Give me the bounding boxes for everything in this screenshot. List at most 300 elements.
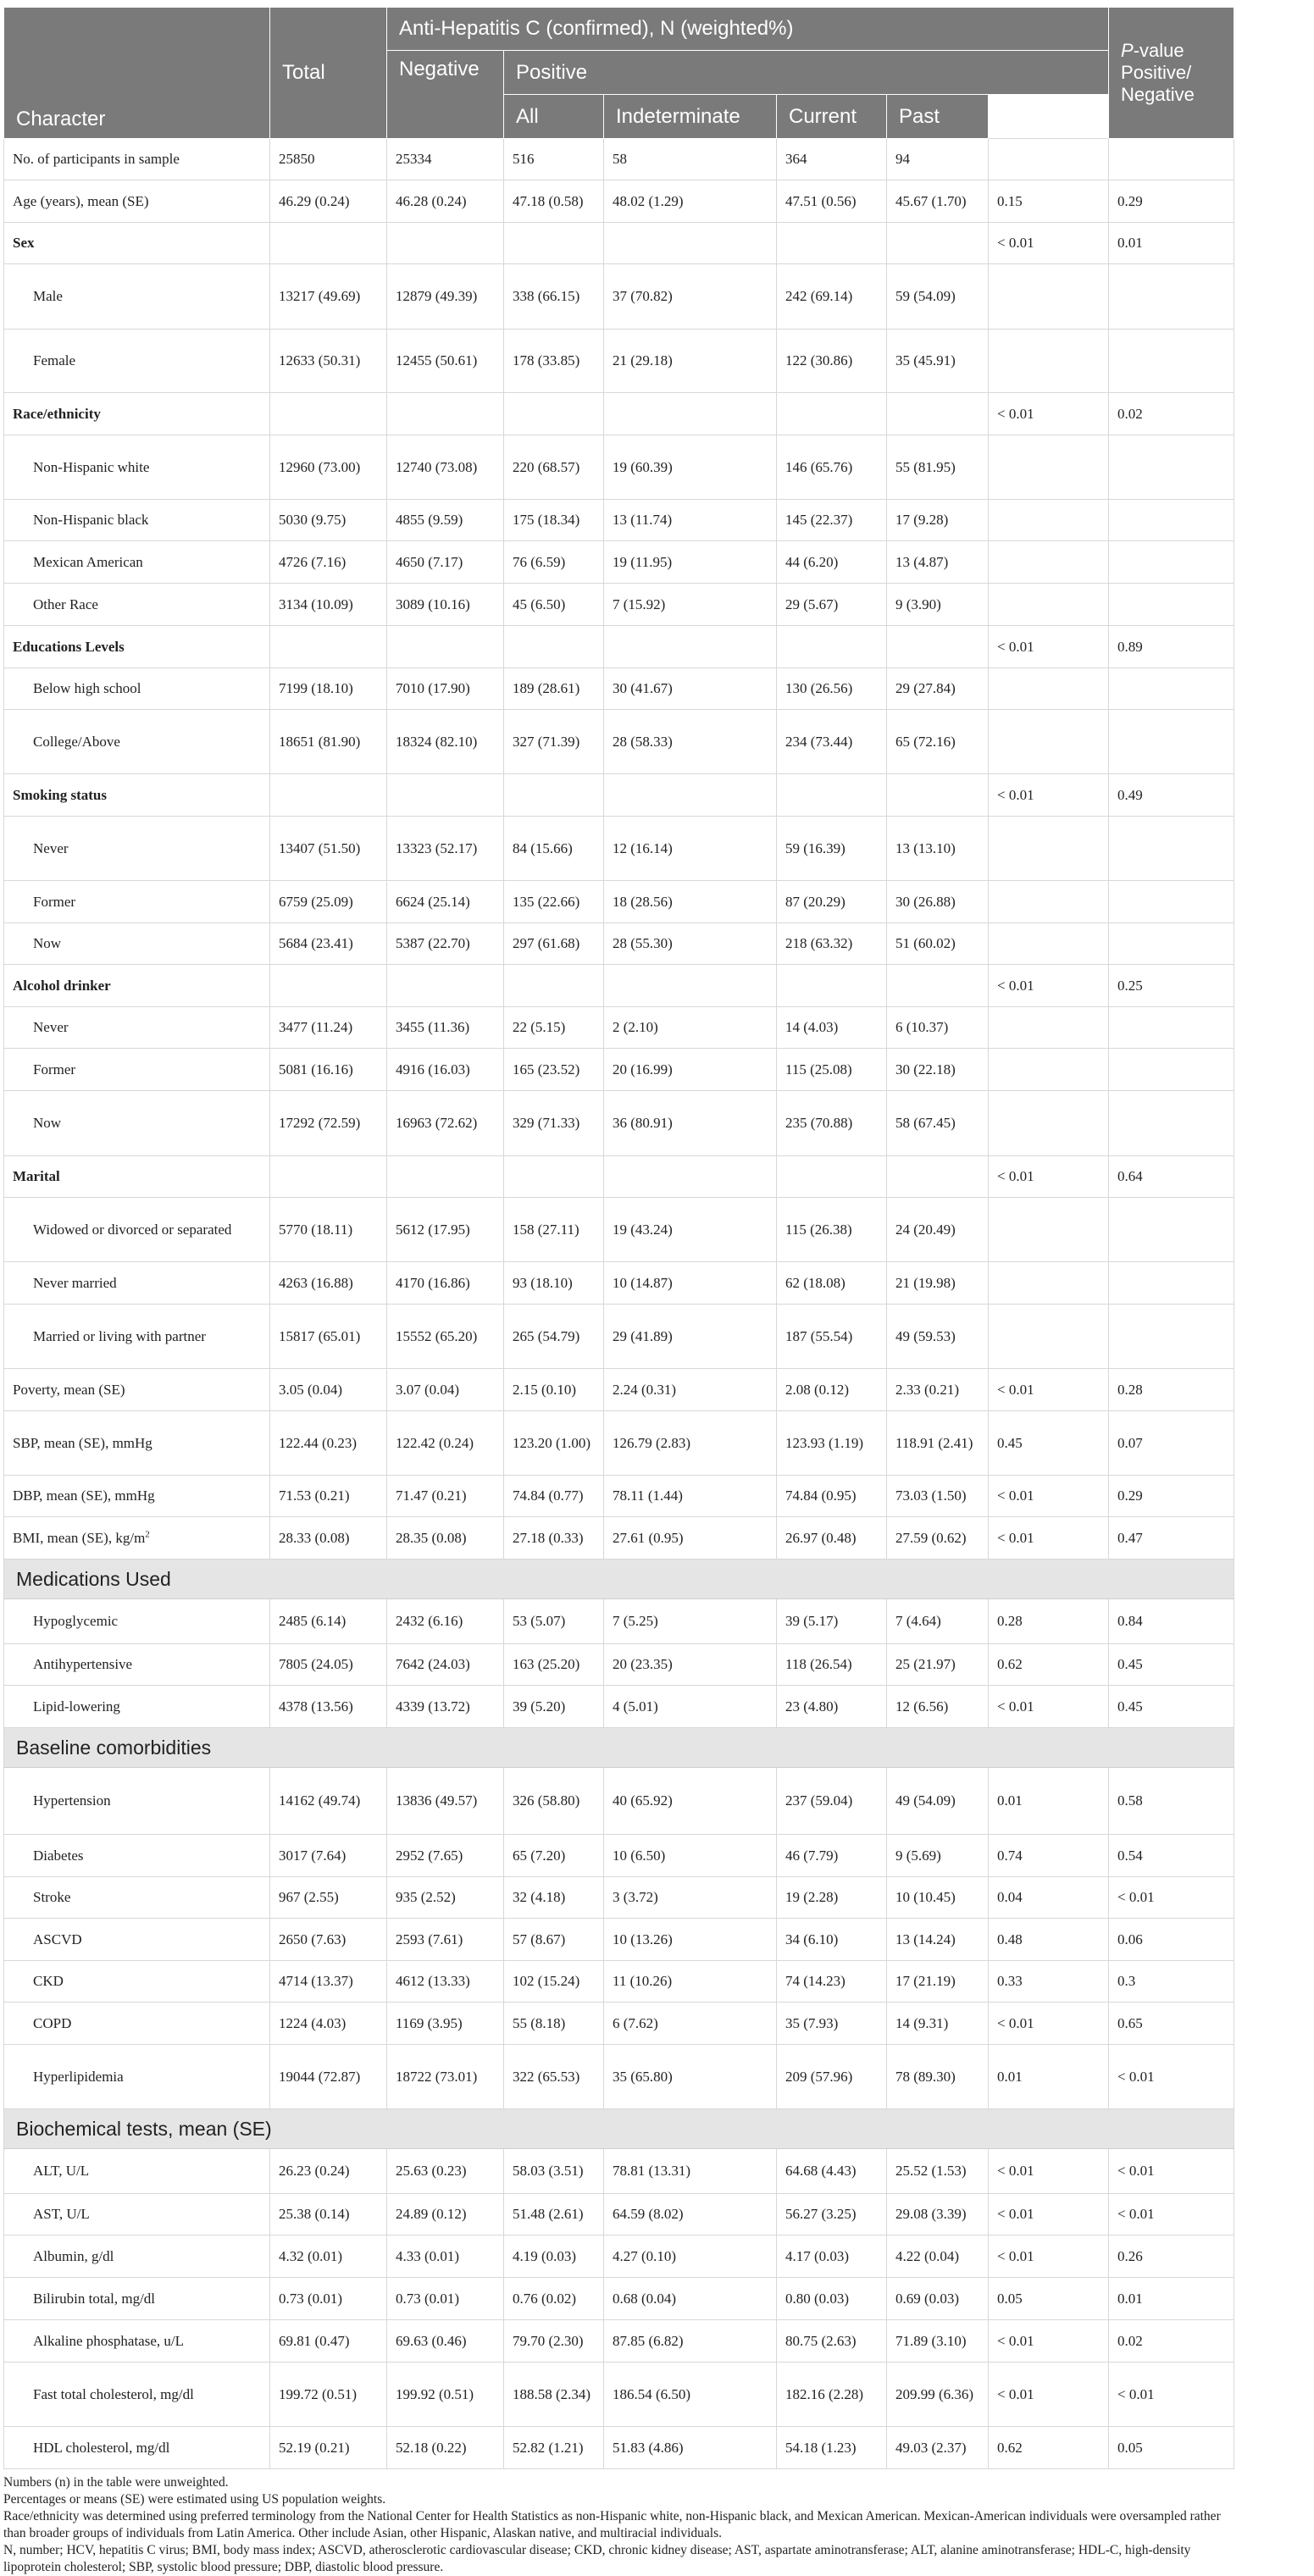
category-row: [4, 1156, 1234, 1198]
cell-negative: 2593 (7.61): [387, 1919, 504, 1961]
cell-past: 17 (21.19): [887, 1961, 989, 2003]
cell-negative: [387, 626, 504, 668]
cell-pvalue-current-past: < 0.01: [1109, 2194, 1234, 2235]
baseline-characteristics-table: [3, 7, 1314, 2469]
cell-current: [777, 1156, 887, 1198]
cell-past: 30 (26.88): [887, 881, 989, 923]
cell-indeterminate: [604, 965, 777, 1007]
cell-indeterminate: 58: [604, 139, 777, 180]
table-row: [4, 541, 1234, 584]
cell-negative: 24.89 (0.12): [387, 2194, 504, 2235]
cell-past: 49 (54.09): [887, 1768, 989, 1835]
cell-pvalue-positive-negative: < 0.01: [989, 2194, 1109, 2235]
cell-pvalue-positive-negative: < 0.01: [989, 2149, 1109, 2194]
cell-pvalue-positive-negative: 0.01: [989, 2045, 1109, 2109]
cell-past: [887, 774, 989, 817]
cell-negative: 25334: [387, 139, 504, 180]
cell-total: 26.23 (0.24): [270, 2149, 387, 2194]
row-label: Fast total cholesterol, mg/dl: [4, 2363, 270, 2427]
cell-current: 130 (26.56): [777, 668, 887, 710]
cell-indeterminate: 37 (70.82): [604, 264, 777, 330]
cell-pvalue-current-past: 0.58: [1109, 1768, 1234, 1835]
cell-pvalue-current-past: [1109, 923, 1234, 965]
cell-past: 25.52 (1.53): [887, 2149, 989, 2194]
cell-positive-all: 32 (4.18): [504, 1877, 604, 1919]
cell-positive-all: 58.03 (3.51): [504, 2149, 604, 2194]
header-negative: Negative: [387, 51, 504, 139]
cell-pvalue-positive-negative: < 0.01: [989, 1156, 1109, 1198]
cell-pvalue-current-past: [1109, 1305, 1234, 1369]
row-label: Educations Levels: [4, 626, 270, 668]
cell-current: [777, 965, 887, 1007]
cell-indeterminate: 78.11 (1.44): [604, 1476, 777, 1517]
cell-pvalue-current-past: 0.07: [1109, 1411, 1234, 1476]
cell-pvalue-positive-negative: [989, 923, 1109, 965]
cell-pvalue-current-past: 0.28: [1109, 1369, 1234, 1411]
cell-current: 187 (55.54): [777, 1305, 887, 1369]
cell-positive-all: 47.18 (0.58): [504, 180, 604, 223]
cell-current: 182.16 (2.28): [777, 2363, 887, 2427]
cell-pvalue-positive-negative: [989, 1305, 1109, 1369]
cell-pvalue-positive-negative: 0.05: [989, 2278, 1109, 2320]
row-label: Mexican American: [4, 541, 270, 584]
row-label: Former: [4, 881, 270, 923]
cell-pvalue-current-past: 0.06: [1109, 1919, 1234, 1961]
cell-pvalue-current-past: [1109, 881, 1234, 923]
row-label: Male: [4, 264, 270, 330]
cell-past: 65 (72.16): [887, 710, 989, 774]
cell-negative: 2432 (6.16): [387, 1599, 504, 1644]
table-row: [4, 2235, 1234, 2278]
cell-pvalue-positive-negative: [989, 1198, 1109, 1262]
cell-current: [777, 626, 887, 668]
cell-total: 4263 (16.88): [270, 1262, 387, 1305]
cell-positive-all: 175 (18.34): [504, 500, 604, 541]
cell-pvalue-positive-negative: [989, 541, 1109, 584]
cell-total: [270, 965, 387, 1007]
cell-current: 14 (4.03): [777, 1007, 887, 1049]
table-footnotes: [3, 2474, 1234, 2576]
cell-positive-all: 74.84 (0.77): [504, 1476, 604, 1517]
table-row: [4, 139, 1234, 180]
cell-past: 6 (10.37): [887, 1007, 989, 1049]
cell-negative: 69.63 (0.46): [387, 2320, 504, 2363]
cell-pvalue-positive-negative: [989, 584, 1109, 626]
table-row: [4, 881, 1234, 923]
cell-total: 6759 (25.09): [270, 881, 387, 923]
cell-past: 45.67 (1.70): [887, 180, 989, 223]
cell-negative: 12740 (73.08): [387, 435, 504, 500]
table-row: [4, 1877, 1234, 1919]
cell-past: 27.59 (0.62): [887, 1517, 989, 1559]
cell-pvalue-positive-negative: < 0.01: [989, 223, 1109, 264]
cell-total: [270, 626, 387, 668]
cell-pvalue-current-past: [1109, 541, 1234, 584]
cell-pvalue-positive-negative: [989, 1091, 1109, 1156]
cell-negative: 4650 (7.17): [387, 541, 504, 584]
cell-total: 967 (2.55): [270, 1877, 387, 1919]
cell-total: 7199 (18.10): [270, 668, 387, 710]
cell-indeterminate: 12 (16.14): [604, 817, 777, 881]
row-label: Race/ethnicity: [4, 393, 270, 435]
cell-total: 12960 (73.00): [270, 435, 387, 500]
cell-negative: 3.07 (0.04): [387, 1369, 504, 1411]
cell-positive-all: [504, 223, 604, 264]
cell-current: 364: [777, 139, 887, 180]
cell-current: 23 (4.80): [777, 1686, 887, 1728]
cell-negative: [387, 965, 504, 1007]
cell-indeterminate: 7 (15.92): [604, 584, 777, 626]
cell-indeterminate: 48.02 (1.29): [604, 180, 777, 223]
cell-current: 19 (2.28): [777, 1877, 887, 1919]
cell-negative: 5612 (17.95): [387, 1198, 504, 1262]
cell-total: 18651 (81.90): [270, 710, 387, 774]
cell-indeterminate: 10 (13.26): [604, 1919, 777, 1961]
cell-positive-all: 22 (5.15): [504, 1007, 604, 1049]
cell-total: 25.38 (0.14): [270, 2194, 387, 2235]
cell-pvalue-current-past: [1109, 1007, 1234, 1049]
cell-indeterminate: 18 (28.56): [604, 881, 777, 923]
cell-pvalue-positive-negative: 0.74: [989, 1835, 1109, 1877]
table-row: [4, 1919, 1234, 1961]
header-past: Past: [887, 95, 989, 139]
cell-current: 46 (7.79): [777, 1835, 887, 1877]
cell-total: 4.32 (0.01): [270, 2235, 387, 2278]
cell-total: 5770 (18.11): [270, 1198, 387, 1262]
cell-pvalue-positive-negative: [989, 330, 1109, 393]
cell-positive-all: [504, 965, 604, 1007]
cell-positive-all: 165 (23.52): [504, 1049, 604, 1091]
cell-pvalue-positive-negative: [989, 139, 1109, 180]
cell-positive-all: 220 (68.57): [504, 435, 604, 500]
cell-negative: 18324 (82.10): [387, 710, 504, 774]
cell-pvalue-current-past: 0.89: [1109, 626, 1234, 668]
cell-positive-all: 135 (22.66): [504, 881, 604, 923]
cell-negative: 18722 (73.01): [387, 2045, 504, 2109]
header-pvalue-positive-negative: P-value Positive/ Negative: [1109, 8, 1234, 139]
row-label: Non-Hispanic white: [4, 435, 270, 500]
cell-current: [777, 774, 887, 817]
table-row: [4, 2003, 1234, 2045]
header-indeterminate: Indeterminate: [604, 95, 777, 139]
cell-negative: 935 (2.52): [387, 1877, 504, 1919]
cell-negative: 71.47 (0.21): [387, 1476, 504, 1517]
row-label: CKD: [4, 1961, 270, 2003]
cell-total: 2485 (6.14): [270, 1599, 387, 1644]
cell-total: 25850: [270, 139, 387, 180]
header-positive: Positive: [504, 51, 1109, 95]
cell-negative: 6624 (25.14): [387, 881, 504, 923]
cell-negative: [387, 393, 504, 435]
row-label: Hyperlipidemia: [4, 2045, 270, 2109]
cell-current: 4.17 (0.03): [777, 2235, 887, 2278]
cell-positive-all: 57 (8.67): [504, 1919, 604, 1961]
cell-total: 28.33 (0.08): [270, 1517, 387, 1559]
cell-pvalue-current-past: 0.29: [1109, 180, 1234, 223]
table-row: [4, 1007, 1234, 1049]
cell-past: 25 (21.97): [887, 1644, 989, 1686]
cell-pvalue-current-past: [1109, 435, 1234, 500]
cell-negative: 4855 (9.59): [387, 500, 504, 541]
cell-total: 15817 (65.01): [270, 1305, 387, 1369]
cell-total: 199.72 (0.51): [270, 2363, 387, 2427]
cell-current: 29 (5.67): [777, 584, 887, 626]
category-row: [4, 393, 1234, 435]
cell-total: 0.73 (0.01): [270, 2278, 387, 2320]
cell-indeterminate: 20 (23.35): [604, 1644, 777, 1686]
cell-pvalue-current-past: 0.29: [1109, 1476, 1234, 1517]
cell-indeterminate: 28 (55.30): [604, 923, 777, 965]
cell-pvalue-current-past: 0.45: [1109, 1644, 1234, 1686]
cell-current: 44 (6.20): [777, 541, 887, 584]
cell-current: 146 (65.76): [777, 435, 887, 500]
cell-pvalue-current-past: < 0.01: [1109, 2045, 1234, 2109]
table-row: [4, 1411, 1234, 1476]
cell-pvalue-positive-negative: 0.45: [989, 1411, 1109, 1476]
cell-pvalue-positive-negative: < 0.01: [989, 1369, 1109, 1411]
table-row: [4, 2320, 1234, 2363]
cell-past: 29.08 (3.39): [887, 2194, 989, 2235]
cell-indeterminate: 87.85 (6.82): [604, 2320, 777, 2363]
cell-current: 118 (26.54): [777, 1644, 887, 1686]
cell-negative: 13836 (49.57): [387, 1768, 504, 1835]
table-row: [4, 668, 1234, 710]
cell-total: 5081 (16.16): [270, 1049, 387, 1091]
row-label: Former: [4, 1049, 270, 1091]
table-row: [4, 264, 1234, 330]
cell-pvalue-current-past: 0.26: [1109, 2235, 1234, 2278]
cell-positive-all: 55 (8.18): [504, 2003, 604, 2045]
cell-current: 64.68 (4.43): [777, 2149, 887, 2194]
cell-total: 5684 (23.41): [270, 923, 387, 965]
row-label: Never: [4, 817, 270, 881]
cell-total: [270, 393, 387, 435]
cell-pvalue-current-past: [1109, 1198, 1234, 1262]
cell-current: 74.84 (0.95): [777, 1476, 887, 1517]
cell-indeterminate: 19 (11.95): [604, 541, 777, 584]
table-row: [4, 1369, 1234, 1411]
cell-indeterminate: 10 (6.50): [604, 1835, 777, 1877]
cell-pvalue-positive-negative: 0.15: [989, 180, 1109, 223]
cell-positive-all: 326 (58.80): [504, 1768, 604, 1835]
cell-negative: 4339 (13.72): [387, 1686, 504, 1728]
row-label: Now: [4, 923, 270, 965]
cell-negative: 4916 (16.03): [387, 1049, 504, 1091]
cell-pvalue-current-past: < 0.01: [1109, 2149, 1234, 2194]
cell-past: 49 (59.53): [887, 1305, 989, 1369]
cell-current: 56.27 (3.25): [777, 2194, 887, 2235]
table-row: [4, 1305, 1234, 1369]
cell-past: [887, 1156, 989, 1198]
table-row: [4, 2363, 1234, 2427]
cell-pvalue-current-past: [1109, 264, 1234, 330]
cell-pvalue-positive-negative: [989, 264, 1109, 330]
cell-negative: 199.92 (0.51): [387, 2363, 504, 2427]
cell-pvalue-current-past: [1109, 584, 1234, 626]
cell-total: 46.29 (0.24): [270, 180, 387, 223]
row-label: Alkaline phosphatase, u/L: [4, 2320, 270, 2363]
category-row: [4, 965, 1234, 1007]
cell-past: [887, 393, 989, 435]
cell-pvalue-positive-negative: < 0.01: [989, 393, 1109, 435]
cell-pvalue-current-past: 0.01: [1109, 223, 1234, 264]
cell-current: 123.93 (1.19): [777, 1411, 887, 1476]
cell-pvalue-positive-negative: 0.01: [989, 1768, 1109, 1835]
table-row: [4, 584, 1234, 626]
row-label: Hypertension: [4, 1768, 270, 1835]
category-row: [4, 626, 1234, 668]
row-label: Hypoglycemic: [4, 1599, 270, 1644]
section-title: Medications Used: [4, 1559, 1234, 1599]
cell-indeterminate: 35 (65.80): [604, 2045, 777, 2109]
cell-pvalue-positive-negative: < 0.01: [989, 2003, 1109, 2045]
cell-pvalue-current-past: 0.45: [1109, 1686, 1234, 1728]
cell-current: 47.51 (0.56): [777, 180, 887, 223]
cell-pvalue-current-past: [1109, 500, 1234, 541]
cell-pvalue-positive-negative: < 0.01: [989, 2320, 1109, 2363]
section-title: Baseline comorbidities: [4, 1728, 1234, 1768]
cell-indeterminate: 10 (14.87): [604, 1262, 777, 1305]
row-label: No. of participants in sample: [4, 139, 270, 180]
cell-current: 2.08 (0.12): [777, 1369, 887, 1411]
cell-total: 7805 (24.05): [270, 1644, 387, 1686]
table-body: [4, 139, 1234, 2469]
cell-negative: 3089 (10.16): [387, 584, 504, 626]
table-row: [4, 2427, 1234, 2469]
cell-indeterminate: 64.59 (8.02): [604, 2194, 777, 2235]
cell-pvalue-current-past: 0.01: [1109, 2278, 1234, 2320]
cell-positive-all: 84 (15.66): [504, 817, 604, 881]
cell-past: 9 (3.90): [887, 584, 989, 626]
cell-positive-all: 52.82 (1.21): [504, 2427, 604, 2469]
table-row: [4, 2045, 1234, 2109]
cell-pvalue-positive-negative: [989, 1049, 1109, 1091]
cell-current: 62 (18.08): [777, 1262, 887, 1305]
cell-pvalue-current-past: 0.47: [1109, 1517, 1234, 1559]
cell-pvalue-positive-negative: < 0.01: [989, 2235, 1109, 2278]
cell-positive-all: 322 (65.53): [504, 2045, 604, 2109]
cell-past: 14 (9.31): [887, 2003, 989, 2045]
cell-positive-all: 39 (5.20): [504, 1686, 604, 1728]
section-header-row: [4, 2109, 1234, 2149]
cell-pvalue-positive-negative: 0.62: [989, 1644, 1109, 1686]
cell-past: [887, 626, 989, 668]
cell-past: 0.69 (0.03): [887, 2278, 989, 2320]
cell-positive-all: [504, 774, 604, 817]
row-label: Stroke: [4, 1877, 270, 1919]
cell-pvalue-positive-negative: [989, 710, 1109, 774]
row-label: Sex: [4, 223, 270, 264]
row-label: College/Above: [4, 710, 270, 774]
table-header: Character Total Anti-Hepatitis C (confirmed), N (weighted%) P-value Positive/ Negative P-value Current/ Past Negative Positive All Indeterminate Current Past: [4, 8, 1234, 139]
cell-negative: 12879 (49.39): [387, 264, 504, 330]
row-label: Now: [4, 1091, 270, 1156]
footnote: Percentages or means (SE) were estimated using US population weights.: [3, 2492, 386, 2507]
cell-total: 13407 (51.50): [270, 817, 387, 881]
cell-negative: [387, 1156, 504, 1198]
cell-total: 2650 (7.63): [270, 1919, 387, 1961]
cell-pvalue-positive-negative: [989, 668, 1109, 710]
cell-pvalue-positive-negative: [989, 881, 1109, 923]
cell-positive-all: 0.76 (0.02): [504, 2278, 604, 2320]
cell-positive-all: 45 (6.50): [504, 584, 604, 626]
cell-current: 234 (73.44): [777, 710, 887, 774]
cell-positive-all: 65 (7.20): [504, 1835, 604, 1877]
cell-indeterminate: 36 (80.91): [604, 1091, 777, 1156]
cell-indeterminate: 2.24 (0.31): [604, 1369, 777, 1411]
cell-positive-all: 27.18 (0.33): [504, 1517, 604, 1559]
cell-negative: 4.33 (0.01): [387, 2235, 504, 2278]
cell-total: 71.53 (0.21): [270, 1476, 387, 1517]
cell-current: 39 (5.17): [777, 1599, 887, 1644]
cell-negative: 12455 (50.61): [387, 330, 504, 393]
cell-current: 237 (59.04): [777, 1768, 887, 1835]
row-label: Age (years), mean (SE): [4, 180, 270, 223]
row-label: Married or living with partner: [4, 1305, 270, 1369]
cell-past: 94: [887, 139, 989, 180]
row-label: Never married: [4, 1262, 270, 1305]
row-label: AST, U/L: [4, 2194, 270, 2235]
cell-negative: 1169 (3.95): [387, 2003, 504, 2045]
cell-current: 209 (57.96): [777, 2045, 887, 2109]
cell-total: 1224 (4.03): [270, 2003, 387, 2045]
table-row: [4, 1517, 1234, 1559]
cell-total: 52.19 (0.21): [270, 2427, 387, 2469]
cell-past: 17 (9.28): [887, 500, 989, 541]
footnote: Race/ethnicity was determined using preferred terminology from the National Center for Health Statistics as non-Hispanic white, non-Hispanic black, and Mexican American. Mexican-American individuals were oversampled rather than broader groups of individuals from Latin America. Other include Asian, other Hispanic, Alaskan native, and multiracial individuals.: [3, 2509, 1221, 2540]
cell-current: 80.75 (2.63): [777, 2320, 887, 2363]
category-row: [4, 223, 1234, 264]
cell-pvalue-current-past: [1109, 1091, 1234, 1156]
cell-current: 74 (14.23): [777, 1961, 887, 2003]
cell-positive-all: 338 (66.15): [504, 264, 604, 330]
cell-negative: 5387 (22.70): [387, 923, 504, 965]
cell-current: 242 (69.14): [777, 264, 887, 330]
cell-past: 10 (10.45): [887, 1877, 989, 1919]
cell-indeterminate: [604, 774, 777, 817]
cell-past: 24 (20.49): [887, 1198, 989, 1262]
table-row: [4, 1961, 1234, 2003]
table-row: [4, 1091, 1234, 1156]
table-row: [4, 1262, 1234, 1305]
cell-pvalue-current-past: 0.64: [1109, 1156, 1234, 1198]
cell-current: 145 (22.37): [777, 500, 887, 541]
row-label: Bilirubin total, mg/dl: [4, 2278, 270, 2320]
table-row: [4, 1599, 1234, 1644]
cell-indeterminate: 51.83 (4.86): [604, 2427, 777, 2469]
table-row: [4, 500, 1234, 541]
cell-indeterminate: 21 (29.18): [604, 330, 777, 393]
cell-total: 5030 (9.75): [270, 500, 387, 541]
category-row: [4, 774, 1234, 817]
table-row: [4, 1835, 1234, 1877]
table-row: [4, 1198, 1234, 1262]
cell-pvalue-positive-negative: 0.28: [989, 1599, 1109, 1644]
row-label: DBP, mean (SE), mmHg: [4, 1476, 270, 1517]
cell-negative: 0.73 (0.01): [387, 2278, 504, 2320]
row-label: ASCVD: [4, 1919, 270, 1961]
cell-total: 4714 (13.37): [270, 1961, 387, 2003]
cell-indeterminate: 0.68 (0.04): [604, 2278, 777, 2320]
cell-indeterminate: 2 (2.10): [604, 1007, 777, 1049]
cell-past: 55 (81.95): [887, 435, 989, 500]
cell-total: 3.05 (0.04): [270, 1369, 387, 1411]
cell-indeterminate: [604, 223, 777, 264]
row-label: Below high school: [4, 668, 270, 710]
cell-pvalue-current-past: 0.84: [1109, 1599, 1234, 1644]
cell-pvalue-positive-negative: < 0.01: [989, 1517, 1109, 1559]
table-row: [4, 923, 1234, 965]
